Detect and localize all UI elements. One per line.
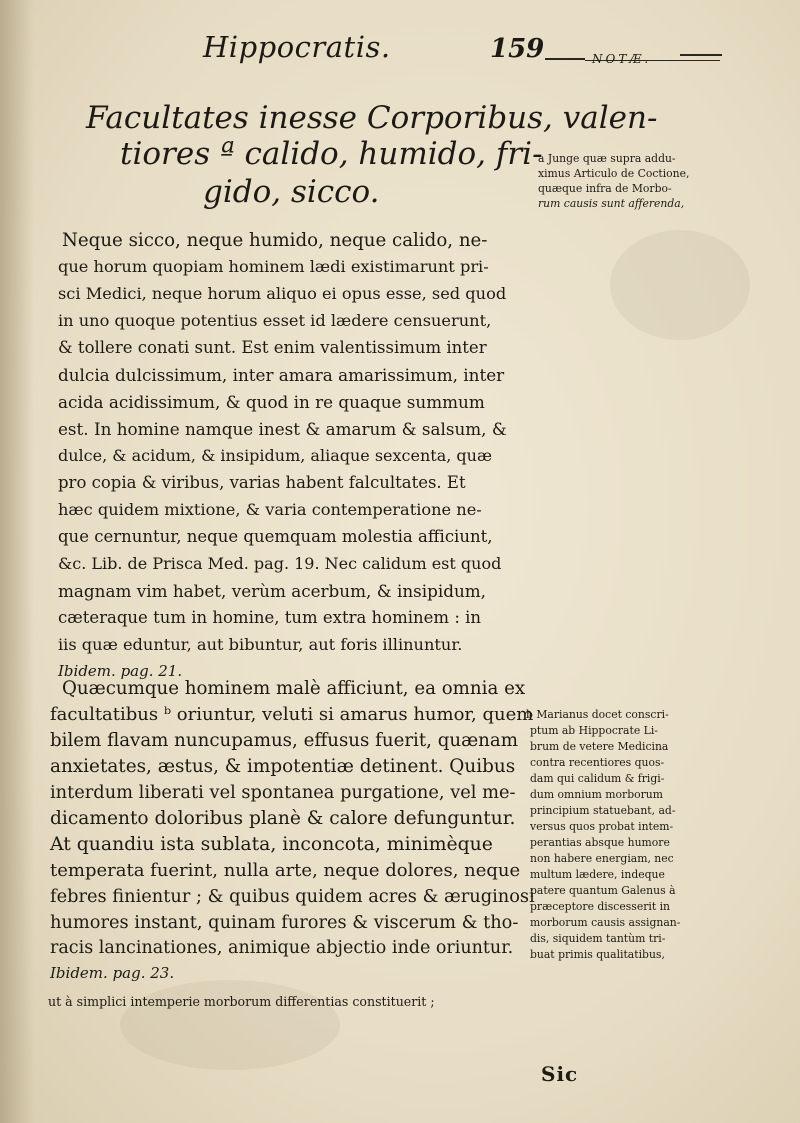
text-line: magnam vim habet, verùm acerbum, & insipidum, [58, 581, 487, 601]
text-line: sci Medici, neque horum aliquo ei opus esse, sed quod [58, 284, 507, 303]
binding-shadow [0, 0, 34, 1123]
note-line: præceptore discesserit in [530, 900, 670, 913]
text-line: dicamento doloribus planè & calore defunguntur. [50, 808, 516, 829]
note-line: dis, siquidem tantùm tri- [530, 932, 666, 945]
header-rule [680, 54, 722, 56]
notes-label: NOTÆ. [592, 52, 652, 66]
note-line: non habere energiam, nec [530, 852, 674, 865]
text-line: ut à simplici intemperie morborum differentias constituerit ; [48, 994, 435, 1009]
text-line: acida acidissimum, & quod in re quaque summum [58, 392, 485, 412]
text-line: iis quæ eduntur, aut bibuntur, aut foris illinuntur. [58, 635, 463, 654]
text-line: febres finientur ; & quibus quidem acres & æruginosi [50, 886, 535, 907]
page-number: 159 [490, 34, 545, 64]
text-line: anxietates, æstus, & impotentiæ detinent. Quibus [50, 756, 516, 777]
note-line: morborum causis assignan- [530, 916, 681, 929]
note-line: multum lædere, indeque [530, 868, 665, 881]
citation-line: Ibidem. pag. 21. [58, 662, 183, 680]
note-line: b Marianus docet conscri- [526, 708, 669, 721]
section-title-line: gido, sicco. [203, 174, 380, 210]
text-line: que horum quopiam hominem lædi existimarunt pri- [58, 257, 489, 276]
text-line: Quæcumque hominem malè afficiunt, ea omnia ex [62, 678, 526, 699]
paper-stain [610, 230, 750, 340]
text-line: hæc quidem mixtione, & varia contemperatione ne- [58, 500, 482, 519]
note-line: ptum ab Hippocrate Li- [530, 724, 658, 737]
note-line: dum omnium morborum [530, 788, 663, 801]
note-line: principium statuebant, ad- [530, 804, 676, 817]
text-line: interdum liberati vel spontanea purgatione, vel me- [50, 782, 516, 803]
text-line: que cernuntur, neque quemquam molestia afficiunt, [58, 527, 493, 546]
text-line: dulce, & acidum, & insipidum, aliaque sexcenta, quæ [58, 446, 493, 465]
text-line: in uno quoque potentius esset id lædere censuerunt, [58, 311, 492, 330]
running-title: Hippocratis. [203, 30, 391, 64]
note-line: brum de vetere Medicina [530, 740, 669, 753]
section-title-line: tiores ª calido, humido, fri- [120, 136, 543, 172]
catchword: Sic [541, 1062, 579, 1086]
text-line: facultatibus ᵇ oriuntur, veluti si amarus humor, quem [50, 704, 534, 725]
note-line: patere quantum Galenus à [530, 884, 676, 897]
note-line: a Junge quæ supra addu- [538, 152, 676, 165]
note-line: quæque infra de Morbo- [538, 182, 672, 195]
text-line: est. In homine namque inest & amarum & salsum, & [58, 419, 507, 439]
text-line: pro copia & viribus, varias habent falcultates. Et [58, 473, 466, 492]
note-line: rum causis sunt afferenda, [538, 197, 685, 210]
note-line: dam qui calidum & frigi- [530, 772, 665, 785]
text-line: dulcia dulcissimum, inter amara amarissimum, inter [58, 365, 505, 385]
text-line: &c. Lib. de Prisca Med. pag. 19. Nec calidum est quod [58, 554, 502, 573]
text-line: cæteraque tum in homine, tum extra hominem : in [58, 608, 482, 627]
note-line: perantias absque humore [530, 836, 670, 849]
note-line: ximus Articulo de Coctione, [538, 167, 690, 180]
text-line: bilem flavam nuncupamus, effusus fuerit, quænam [50, 730, 518, 751]
text-line: Neque sicco, neque humido, neque calido, ne- [62, 230, 488, 251]
header-rule [545, 58, 585, 60]
note-line: contra recentiores quos- [530, 756, 665, 769]
section-title-line: Facultates inesse Corporibus, valen- [86, 100, 658, 136]
text-line: temperata fuerint, nulla arte, neque dolores, neque [50, 860, 521, 881]
citation-line: Ibidem. pag. 23. [50, 964, 175, 982]
note-line: buat primis qualitatibus, [530, 948, 665, 961]
note-line: versus quos probat intem- [530, 820, 674, 833]
text-line: At quandiu ista sublata, inconcota, minimèque [50, 834, 493, 855]
text-line: racis lancinationes, animique abjectio inde oriuntur. [50, 938, 514, 958]
text-line: & tollere conati sunt. Est enim valentissimum inter [58, 338, 487, 357]
text-line: humores instant, quinam furores & viscerum & tho- [50, 912, 519, 933]
